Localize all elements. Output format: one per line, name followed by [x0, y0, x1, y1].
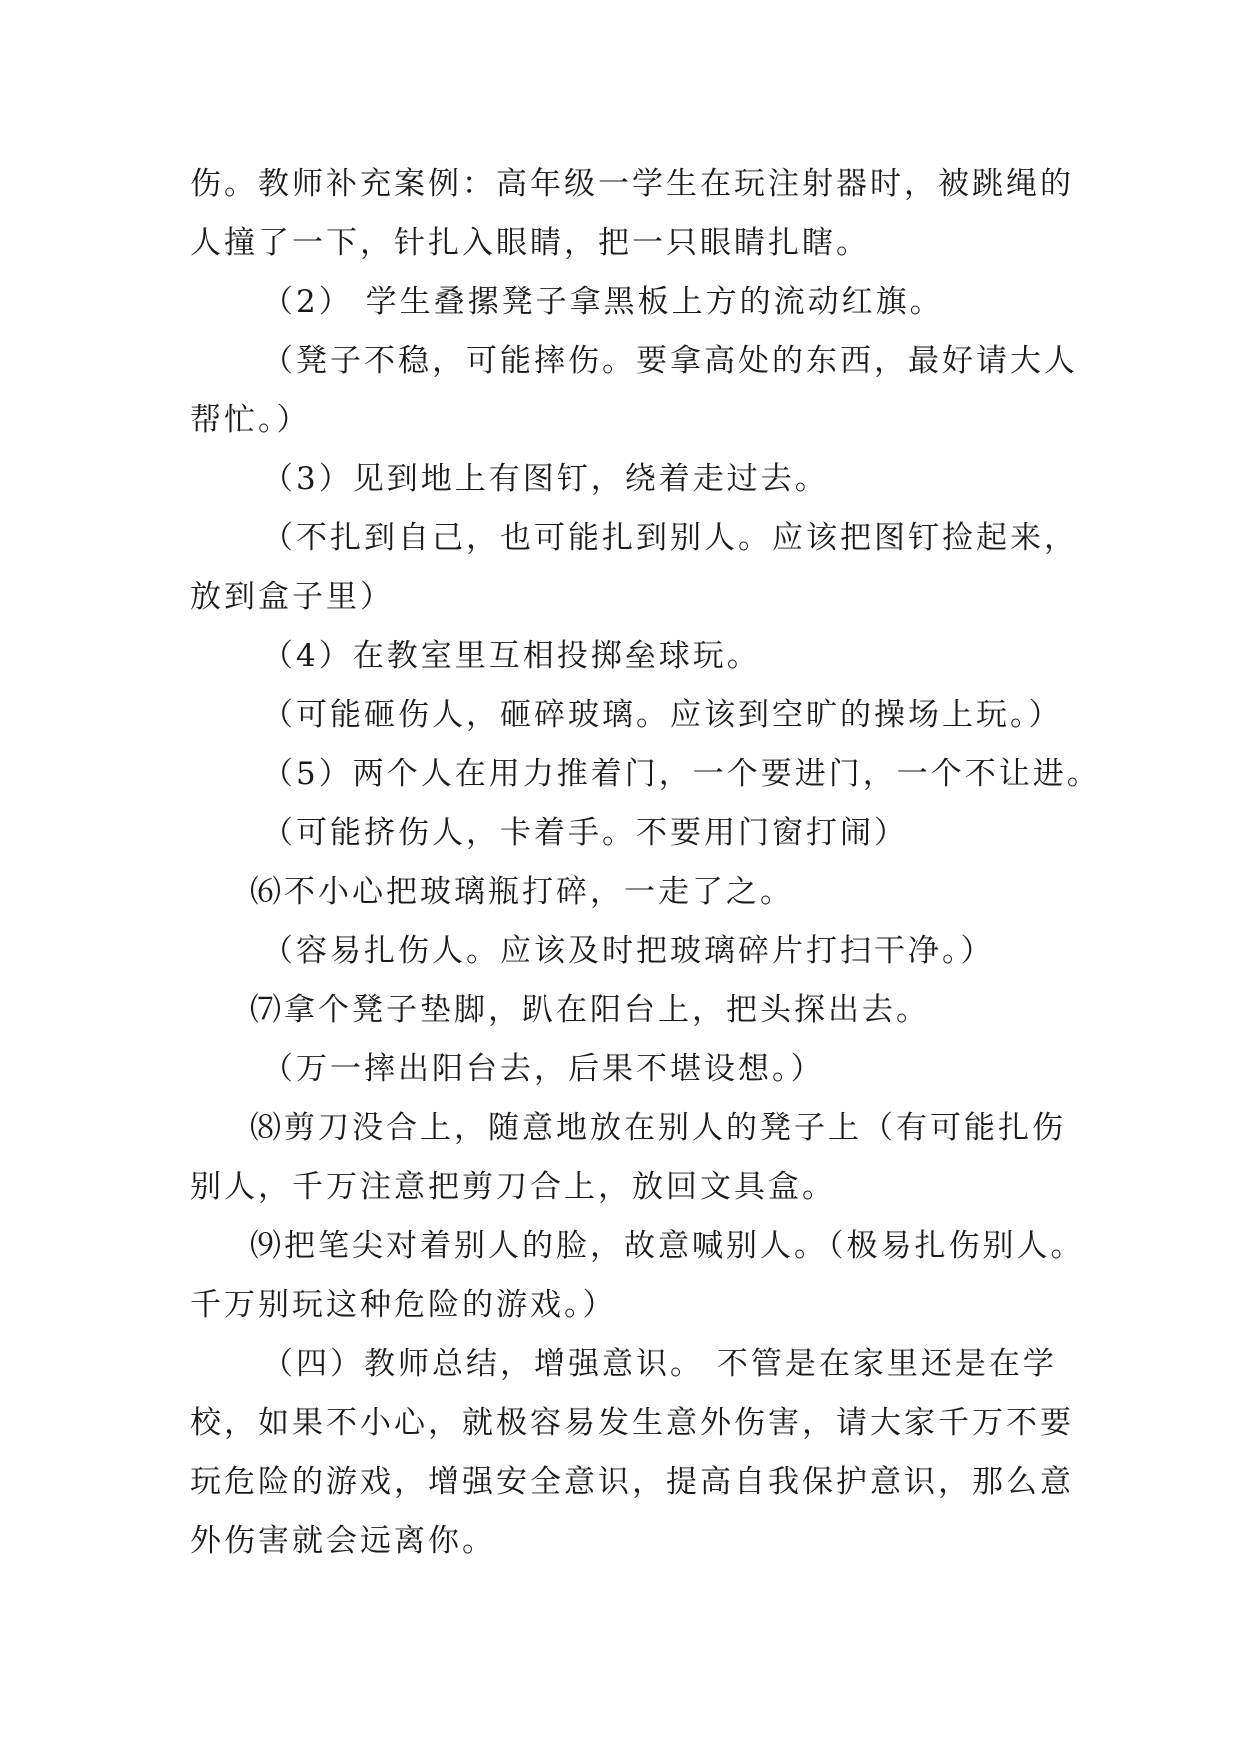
text-line: （4）在教室里互相投掷垒球玩。	[262, 638, 761, 674]
text-line: 别人，千万注意把剪刀合上，放回文具盒。	[190, 1169, 836, 1205]
text-line: （容易扎伤人。应该及时把玻璃碎片打扫干净。）	[262, 933, 995, 969]
text-line: （四）教师总结，增强意识。 不管是在家里还是在学	[262, 1346, 1057, 1382]
text-line: ⑺拿个凳子垫脚，趴在阳台上，把头探出去。	[250, 992, 930, 1028]
text-line: （可能砸伤人，砸碎玻璃。应该到空旷的操场上玩。）	[262, 697, 1063, 733]
text-line: 校，如果不小心，就极容易发生意外伤害，请大家千万不要	[190, 1405, 1074, 1441]
text-line: 人撞了一下，针扎入眼睛，把一只眼睛扎瞎。	[190, 225, 870, 261]
text-line: 伤。教师补充案例：高年级一学生在玩注射器时，被跳绳的	[190, 166, 1074, 202]
text-line: （3）见到地上有图钉，绕着走过去。	[262, 461, 829, 497]
text-line: （万一摔出阳台去，后果不堪设想。）	[262, 1051, 825, 1087]
text-line: ⑻剪刀没合上，随意地放在别人的凳子上（有可能扎伤	[250, 1110, 1066, 1146]
text-line: 放到盒子里）	[190, 579, 394, 615]
text-line: （5）两个人在用力推着门，一个要进门，一个不让进。	[262, 756, 1101, 792]
text-line: 帮忙。）	[190, 402, 311, 438]
text-line: （凳子不稳，可能摔伤。要拿高处的东西，最好请大人	[262, 343, 1078, 379]
text-line: 外伤害就会远离你。	[190, 1523, 496, 1559]
text-line: ⑼把笔尖对着别人的脸，故意喊别人。（极易扎伤别人。	[250, 1228, 1085, 1264]
text-line: （不扎到自己，也可能扎到别人。应该把图钉捡起来，	[262, 520, 1078, 556]
text-line: 玩危险的游戏，增强安全意识，提高自我保护意识，那么意	[190, 1464, 1074, 1500]
text-line: （可能挤伤人，卡着手。不要用门窗打闹）	[262, 815, 908, 851]
text-line: （2） 学生叠摞凳子拿黑板上方的流动红旗。	[262, 284, 944, 320]
text-line: ⑹不小心把玻璃瓶打碎，一走了之。	[250, 874, 794, 910]
text-line: 千万别玩这种危险的游戏。）	[190, 1287, 617, 1323]
